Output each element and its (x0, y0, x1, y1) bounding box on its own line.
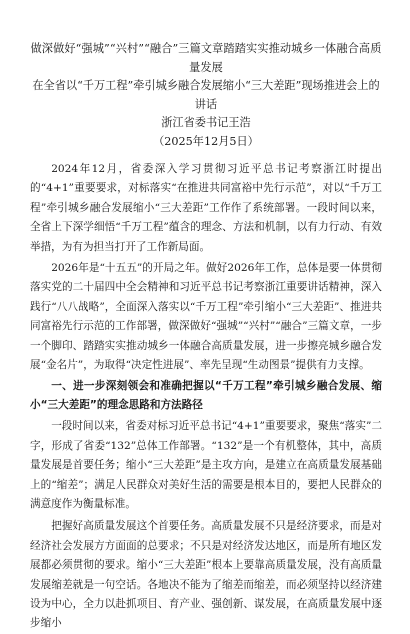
document-subtitle: 在全省以“千万工程”牵引城乡融合发展缩小“三大差距”现场推进会上的讲话 (32, 79, 380, 111)
body-paragraph-2: 2026年是“十五五”的开局之年。做好2026年工作，总体是要一体贯彻落实党的二十届四中全会精神和习近平总书记考察浙江重要讲话精神，深入践行“八八战略”，全面深入落实以“千万工程”牵引缩小“三大差距”、推进共同富裕先行示范的工作部署，做深做好“强城”“兴村”“融合”三篇文章，一步一个脚印、踏踏实实推动城乡一体融合高质量发展，进一步擦亮城乡融合发展“金名片”，为取得“决定性进展”、率先呈现“生动图景”提供有力支撑。 (30, 262, 382, 372)
body-paragraph-1: 2024年12月，省委深入学习贯彻习近平总书记考察浙江时提出的“4+1”重要要求，对标落实“在推进共同富裕中先行示范”，对以“千万工程”牵引城乡融合发展缩小“三大差距”工作作了系统部署。一段时间以来，全省上下深学细悟“千万工程”蕴含的理念、方法和机制，以有力行动、有效举措，为有为担当打开了工作新局面。 (30, 163, 382, 253)
document-author: 浙江省委书记王浩 (161, 116, 251, 129)
document-page (30, 40, 382, 634)
section-heading-1: 一、进一步深刻领会和准确把握以“千万工程”牵引城乡融合发展、缩小“三大差距”的理念思路和方法路径 (30, 380, 382, 411)
document-title: 做深做好“强城”“兴村”“融合”三篇文章踏踏实实推动城乡一体融合高质量发展 (30, 42, 382, 74)
body-paragraph-4: 把握好高质量发展这个首要任务。高质量发展不只是经济要求，而是对经济社会发展方方面面的总要求；不只是对经济发达地区，而是所有地区发展都必须贯彻的要求。缩小“三大差距”根本上要靠高质量发展，没有高质量发展缩差就是一句空话。各地决不能为了缩差而缩差，而必须坚持以经济建设为中心，全力以赴抓项目、育产业、强创新、谋发展，在高质量发展中逐步缩小 (30, 520, 382, 630)
body-paragraph-3: 一段时间以来，省委对标习近平总书记“4+1”重要要求，聚焦“落实”二字，形成了省委“132”总体工作部署。“132”是一个有机整体，其中，高质量发展是首要任务；缩小“三大差距”是主攻方向，是建立在高质量发展基础上的“缩差”；满足人民群众对美好生活的需要是根本目的，要把人民群众的满意度作为衡量标准。 (30, 420, 382, 510)
document-date: （2025年12月5日） (153, 134, 259, 148)
